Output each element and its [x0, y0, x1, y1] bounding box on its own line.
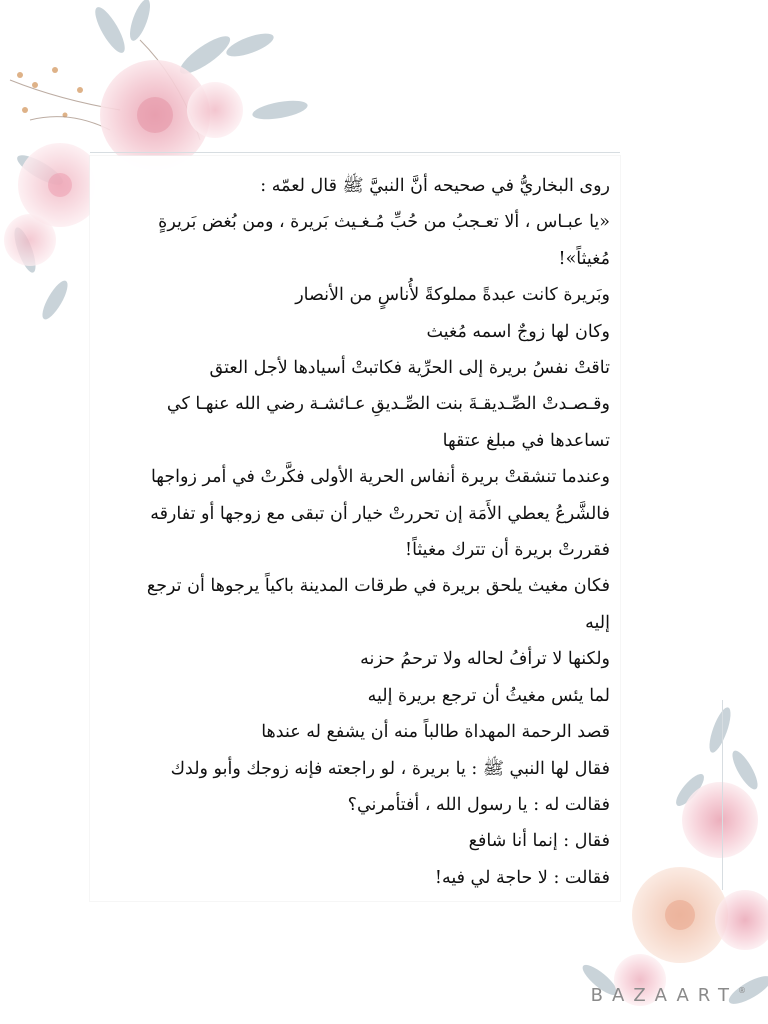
text-line: تساعدها في مبلغ عتقها	[442, 430, 610, 451]
text-line: لما يئس مغيثُ أن ترجع بريرة إليه	[367, 685, 610, 706]
text-line: فقالت : لا حاجة لي فيه!	[434, 867, 610, 888]
text-line: فالشَّرعُ يعطي الأَمَة إن تحررتْ خيار أن تبقى مع زوجها أو تفارقه	[150, 503, 610, 524]
hadith-text	[98, 168, 610, 896]
text-line: وقـصـدتْ الصِّـديقـةَ بنت الصِّـديقِ عـائشـة رضي الله عنهـا كي	[166, 394, 610, 415]
text-line: «يا عبـاس ، ألا تعـجبُ من حُبِّ مُـغـيث بَريرة ، ومن بُغض بَريرةٍ	[158, 212, 610, 233]
frame-line-right	[722, 700, 723, 890]
text-line: إليه	[585, 612, 610, 633]
text-line: وبَريرة كانت عبدةً مملوكةً لأُناسٍ من الأنصار	[295, 285, 610, 306]
text-line: ولكنها لا ترأفُ لحاله ولا ترحمُ حزنه	[360, 649, 610, 670]
text-line: قصد الرحمة المهداة طالباً منه أن يشفع له عندها	[261, 722, 610, 743]
text-line: فقال : إنما أنا شافع	[468, 831, 610, 852]
text-line: روى البخاريُّ في صحيحه أنَّ النبيَّ ﷺ قال لعمّه :	[260, 176, 610, 196]
text-line: مُغيثاً»!	[558, 248, 610, 269]
registered-mark: ®	[738, 986, 746, 995]
text-line: فقالت له : يا رسول الله ، أفتأمرني؟	[347, 794, 610, 815]
text-line: وعندما تنشقتْ بريرة أنفاس الحرية الأولى فكَّرتْ في أمر زواجها	[150, 467, 610, 488]
text-line: فكان مغيث يلحق بريرة في طرقات المدينة باكياً يرجوها أن ترجع	[146, 576, 610, 597]
watermark-text: BAZAART	[590, 985, 738, 1006]
text-line: تاقتْ نفسُ بريرة إلى الحرِّية فكاتبتْ أسيادها لأجل العتق	[209, 358, 610, 379]
text-line: فقررتْ بريرة أن تترك مغيثاً!	[405, 540, 610, 561]
text-line: فقال لها النبي ﷺ : يا بريرة ، لو راجعته فإنه زوجك وأبو ولدك	[170, 758, 610, 779]
bazaart-watermark	[591, 985, 746, 1006]
text-line: وكان لها زوجٌ اسمه مُغيث	[426, 321, 610, 342]
frame-line-top	[90, 152, 620, 153]
